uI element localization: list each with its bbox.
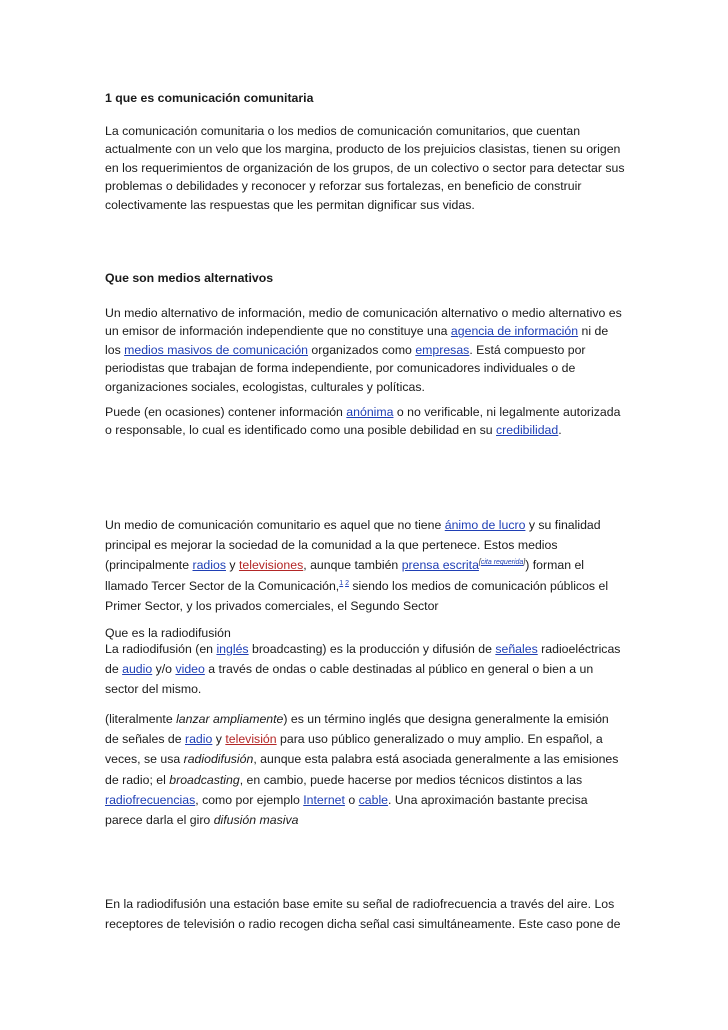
paragraph-medios-alternativos	[105, 304, 625, 396]
paragraph-comunicacion-comunitaria: La comunicación comunitaria o los medios de comunicación comunitarios, que cuentan actualmente con un velo que los margina, producto de los prejuicios clasistas, tienen su origen en los requerimientos de organización de los grupos, de un colectivo o sector para detectar sus problemas o debilidades y reconocer y reforzar sus fortalezas, en beneficio de construir colectivamente las respuestas que les permitan dignificar sus vidas.	[105, 124, 625, 212]
emphasis-text: lanzar ampliamente	[176, 712, 284, 726]
citation-needed	[479, 559, 525, 566]
link-empresas[interactable]: empresas	[415, 342, 470, 357]
text-span: Un medio alternativo de información, medio de comunicación alternativo o medio alternativo es un emisor de información independiente que no constituye una	[105, 306, 622, 339]
reference-1[interactable]: 1	[339, 579, 344, 587]
link-ingles[interactable]: inglés	[216, 642, 249, 656]
link-cable[interactable]: cable	[358, 792, 389, 807]
text-span: ) es un término inglés que designa generalmente la emisión de señales de	[105, 712, 609, 747]
text-span: .	[558, 423, 562, 438]
text-span: , en cambio, puede hacerse por medios técnicos distintos a las	[239, 772, 583, 787]
link-radio[interactable]: radio	[185, 732, 213, 747]
text-span: y	[225, 558, 239, 573]
text-span: , aunque también	[303, 558, 402, 573]
text-span: ]	[523, 559, 526, 567]
link-prensa-escrita[interactable]: prensa escrita	[401, 558, 479, 573]
link-televisiones[interactable]: televisiones	[238, 558, 304, 573]
text-span: siendo los medios de comunicación públicos el Primer Sector, y los privados comerciales, el Segundo Sector	[105, 578, 609, 613]
heading-comunicacion-comunitaria: 1 que es comunicación comunitaria	[105, 91, 314, 105]
link-radios[interactable]: radios	[192, 558, 226, 573]
reference-markers	[339, 580, 349, 587]
text-span: para uso público generalizado o muy amplio. En español, a veces, se usa	[105, 732, 603, 767]
text-span: y/o	[152, 662, 176, 677]
text-span: , como por ejemplo	[195, 792, 304, 807]
text-span: a través de ondas o cable destinadas al público en general o bien a un sector del mismo.	[105, 662, 594, 697]
link-anonima[interactable]: anónima	[346, 405, 394, 419]
text-span: radioeléctricas de	[105, 642, 621, 677]
text-span: Un medio de comunicación comunitario es aquel que no tiene	[105, 518, 445, 532]
paragraph-radiodifusion	[105, 639, 625, 700]
link-senales[interactable]: señales	[495, 642, 538, 656]
emphasis-text: difusión masiva	[213, 813, 299, 828]
text-span: . Está compuesto por periodistas que trabajan de forma independiente, por comunicadores individuales o de organizaciones sociales, ecologistas, culturales y políticas.	[105, 342, 586, 394]
text-span: (literalmente	[105, 712, 177, 726]
link-medios-masivos[interactable]: medios masivos de comunicación	[124, 342, 308, 357]
link-cita-requerida[interactable]: cita requerida	[480, 559, 524, 567]
text-span: y su finalidad principal es mejorar la sociedad de la comunidad a la que pertenece. Estos medios (principalmente	[105, 518, 601, 573]
link-video[interactable]: video	[175, 662, 205, 677]
text-span: o	[344, 792, 359, 807]
text-span: . Una aproximación bastante precisa parece darla el giro	[105, 792, 588, 828]
emphasis-text: radiodifusión	[183, 752, 254, 767]
paragraph-medio-comunitario	[105, 515, 625, 616]
link-agencia-de-informacion[interactable]: agencia de información	[450, 324, 579, 339]
text-span: o no verificable, ni legalmente autorizada o responsable, lo cual es identificado como una posible debilidad en su	[105, 405, 621, 438]
text-span: La radiodifusión (en	[105, 642, 217, 656]
link-audio[interactable]: audio	[122, 662, 153, 677]
text-span: broadcasting) es la producción y difusión de	[248, 642, 496, 656]
link-radiofrecuencias[interactable]: radiofrecuencias	[105, 792, 196, 807]
paragraph-anonima	[105, 403, 625, 440]
link-internet[interactable]: Internet	[303, 792, 345, 807]
link-credibilidad[interactable]: credibilidad	[496, 423, 559, 438]
text-span: , aunque esta palabra está asociada generalmente a las emisiones de radio; el	[105, 752, 619, 787]
text-span: ) forman el llamado Tercer Sector de la Comunicación,	[105, 558, 585, 593]
text-span: organizados como	[308, 342, 416, 357]
heading-medios-alternativos: Que son medios alternativos	[105, 271, 274, 285]
text-span: [	[478, 559, 481, 567]
emphasis-text: broadcasting	[169, 772, 240, 787]
link-television[interactable]: televisión	[225, 732, 277, 747]
text-span: ni de los	[105, 324, 609, 357]
text-span: Puede (en ocasiones) contener información	[105, 405, 347, 419]
paragraph-estacion-base: En la radiodifusión una estación base emite su señal de radiofrecuencia a través del aire. Los receptores de televisión o radio recogen dicha señal casi simultáneamente. Este caso pone de	[105, 897, 621, 932]
paragraph-broadcasting	[105, 709, 625, 830]
reference-2[interactable]: 2	[345, 579, 349, 587]
heading-radiodifusion: Que es la radiodifusión	[105, 626, 231, 640]
link-animo-de-lucro[interactable]: ánimo de lucro	[444, 518, 526, 532]
text-span: y	[212, 732, 226, 747]
